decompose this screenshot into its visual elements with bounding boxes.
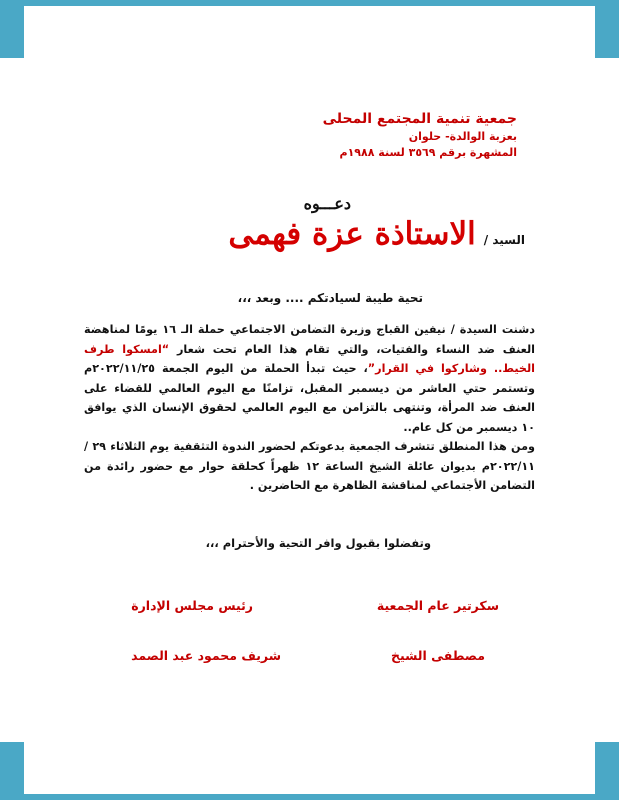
organization-location: بعزبة الوالدة- حلوان: [408, 130, 517, 143]
letter-body: [84, 320, 535, 496]
chairman-name: شريف محمود عبد الصمد: [131, 648, 281, 663]
secretary-role: سكرتير عام الجمعية: [376, 598, 499, 613]
addressee-prefix: السيد /: [483, 233, 525, 247]
addressee-line: [228, 216, 525, 252]
secretary-name: مصطفى الشيخ: [390, 648, 485, 663]
organization-name: جمعية تنمية المجتمع المحلى: [322, 111, 517, 127]
chairman-role: رئيس مجلس الإدارة: [131, 598, 253, 613]
greeting-line: تحية طيبة لسيادتكم .... وبعد ،،،: [237, 291, 423, 305]
body-p1-details: ، حيث تبدأ الحملة من اليوم الجمعة ٢٠٢٢/١١/٢٥م وتستمر حتي العاشر من ديسمبر المقبل، تزامنًا مع اليوم العالمي للقضاء على العنف ضد المرأة، وتنتهى بالتزامن مع اليوم العالمي لحقوق الإنسان الذي يوافق ١٠ ديسمبر من كل عام..: [84, 362, 535, 434]
body-p1-intro: دشنت السيدة / نيفين القباج وزيرة التضامن الاجتماعي حملة الـ ١٦ يومًا لمناهضة العنف ضد النساء والفتيات، والتي تقام هذا العام تحت شعار: [84, 323, 535, 356]
organization-header: [323, 109, 517, 161]
body-paragraph-2: ومن هذا المنطلق تتشرف الجمعية بدعوتكم لحضور الندوة التثقفية يوم الثلاثاء ٢٩ /٢٠٢٢/١١م بديوان عائلة الشيخ الساعة ١٢ ظهراً كحلقة حوار مع حضور رائدة من التضامن الأجتماعي لمناقشة الظاهرة مع الحاضرين .: [84, 440, 535, 492]
body-paragraph-1: [84, 320, 535, 437]
addressee-name: الاستاذة عزة فهمى: [228, 216, 476, 252]
organization-registration: المشهرة برقم ٣٥٦٩ لسنة ١٩٨٨م: [339, 146, 517, 159]
invitation-title: دعـــوه: [303, 194, 351, 213]
campaign-slogan: “امسكوا طرف الخيط.. وشاركوا في القرار”: [84, 342, 535, 375]
closing-line: وتفضلوا بقبول وافر التحية والأحترام ،،،: [205, 536, 431, 550]
